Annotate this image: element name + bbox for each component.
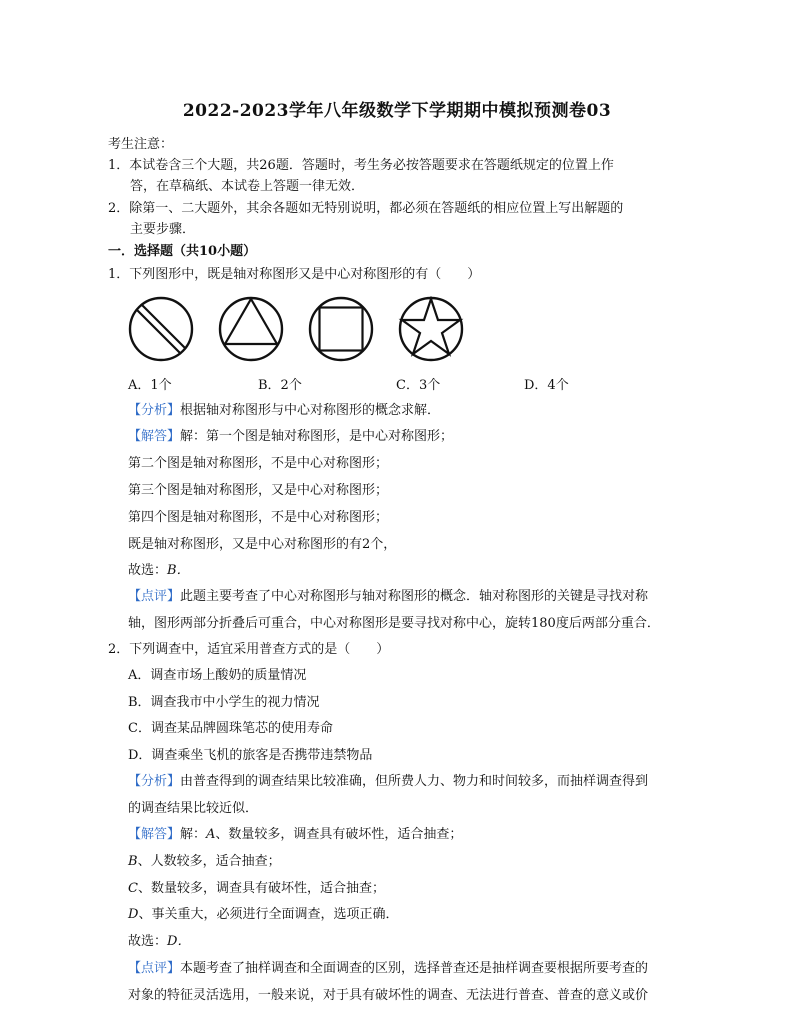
page-title: 2022-2023学年八年级数学下学期期中模拟预测卷03	[182, 101, 612, 121]
q1-option-c: C．3个	[396, 378, 441, 393]
q1-choice: 故选：B．	[128, 563, 190, 578]
solution-tag: 【解答】	[128, 827, 181, 842]
q1-solution-1: 【解答】解：第一个图是轴对称图形，是中心对称图形；	[128, 429, 454, 444]
q2-option-b: B．调查我市中小学生的视力情况	[128, 695, 320, 710]
notice-item-2-cont: 主要步骤．	[130, 222, 196, 237]
q1-comment-2: 轴，图形两部分折叠后可重合，中心对称图形是要寻找对称中心，旋转180度后两部分重合．	[128, 616, 660, 631]
q1-option-a: A．1个	[128, 378, 172, 393]
notice-item-2: 2．除第一、二大题外，其余各题如无特别说明，都必须在答题纸的相应位置上写出解题的	[108, 201, 624, 216]
analysis-tag: 【分析】	[128, 774, 181, 789]
q1-analysis: 【分析】根据轴对称图形与中心对称图形的概念求解．	[128, 403, 441, 418]
q1-option-b: B．2个	[258, 378, 302, 393]
circle-with-square-icon	[308, 296, 374, 362]
notice-heading: 考生注意：	[108, 137, 174, 152]
q2-solution-4: D、事关重大，必须进行全面调查，选项正确．	[128, 907, 399, 922]
solution-tag: 【解答】	[128, 429, 181, 444]
circle-with-star-icon	[398, 296, 464, 362]
q1-comment-1: 【点评】此题主要考查了中心对称图形与轴对称图形的概念．轴对称图形的关键是寻找对称	[128, 589, 649, 604]
section-heading: 一．选择题（共10小题）	[108, 244, 257, 259]
q1-solution-4: 第四个图是轴对称图形，不是中心对称图形；	[128, 510, 389, 525]
analysis-tag: 【分析】	[128, 403, 181, 418]
q2-option-c: C．调查某品牌圆珠笔芯的使用寿命	[128, 721, 333, 736]
q2-choice: 故选：D．	[128, 934, 191, 949]
notice-item-1-cont: 答，在草稿纸、本试卷上答题一律无效．	[130, 179, 365, 194]
q1-solution-5: 既是轴对称图形，又是中心对称图形的有2个，	[128, 537, 397, 552]
q2-analysis-1: 【分析】由普查得到的调查结果比较准确，但所费人力、物力和时间较多，而抽样调查得到	[128, 774, 649, 789]
q2-stem: 2．下列调查中，适宜采用普查方式的是（ ）	[108, 642, 390, 657]
circle-with-triangle-icon	[218, 296, 284, 362]
q1-figures	[128, 296, 468, 366]
q1-solution-2: 第二个图是轴对称图形，不是中心对称图形；	[128, 456, 389, 471]
q1-option-d: D．4个	[524, 378, 569, 393]
circle-with-diagonal-icon	[128, 296, 194, 362]
q1-solution-3: 第三个图是轴对称图形，又是中心对称图形；	[128, 483, 389, 498]
q2-comment-1: 【点评】本题考查了抽样调查和全面调查的区别，选择普查还是抽样调查要根据所要考查的	[128, 961, 649, 976]
q2-option-a: A．调查市场上酸奶的质量情况	[128, 668, 307, 683]
q2-analysis-2: 的调查结果比较近似．	[128, 801, 259, 816]
q2-solution-1: 【解答】解：A、数量较多，调查具有破坏性，适合抽查；	[128, 827, 463, 842]
comment-tag: 【点评】	[128, 589, 181, 604]
comment-tag: 【点评】	[128, 961, 181, 976]
q2-solution-3: C、数量较多，调查具有破坏性，适合抽查；	[128, 881, 385, 896]
q2-comment-2: 对象的特征灵活选用，一般来说，对于具有破坏性的调查、无法进行普查、普查的意义或价	[128, 988, 649, 1003]
notice-item-1: 1．本试卷含三个大题，共26题．答题时，考生务必按答题要求在答题纸规定的位置上作	[108, 158, 614, 173]
q2-option-d: D．调查乘坐飞机的旅客是否携带违禁物品	[128, 748, 373, 763]
q1-stem: 1．下列图形中，既是轴对称图形又是中心对称图形的有（ ）	[108, 267, 481, 282]
q2-solution-2: B、人数较多，适合抽查；	[128, 854, 281, 869]
